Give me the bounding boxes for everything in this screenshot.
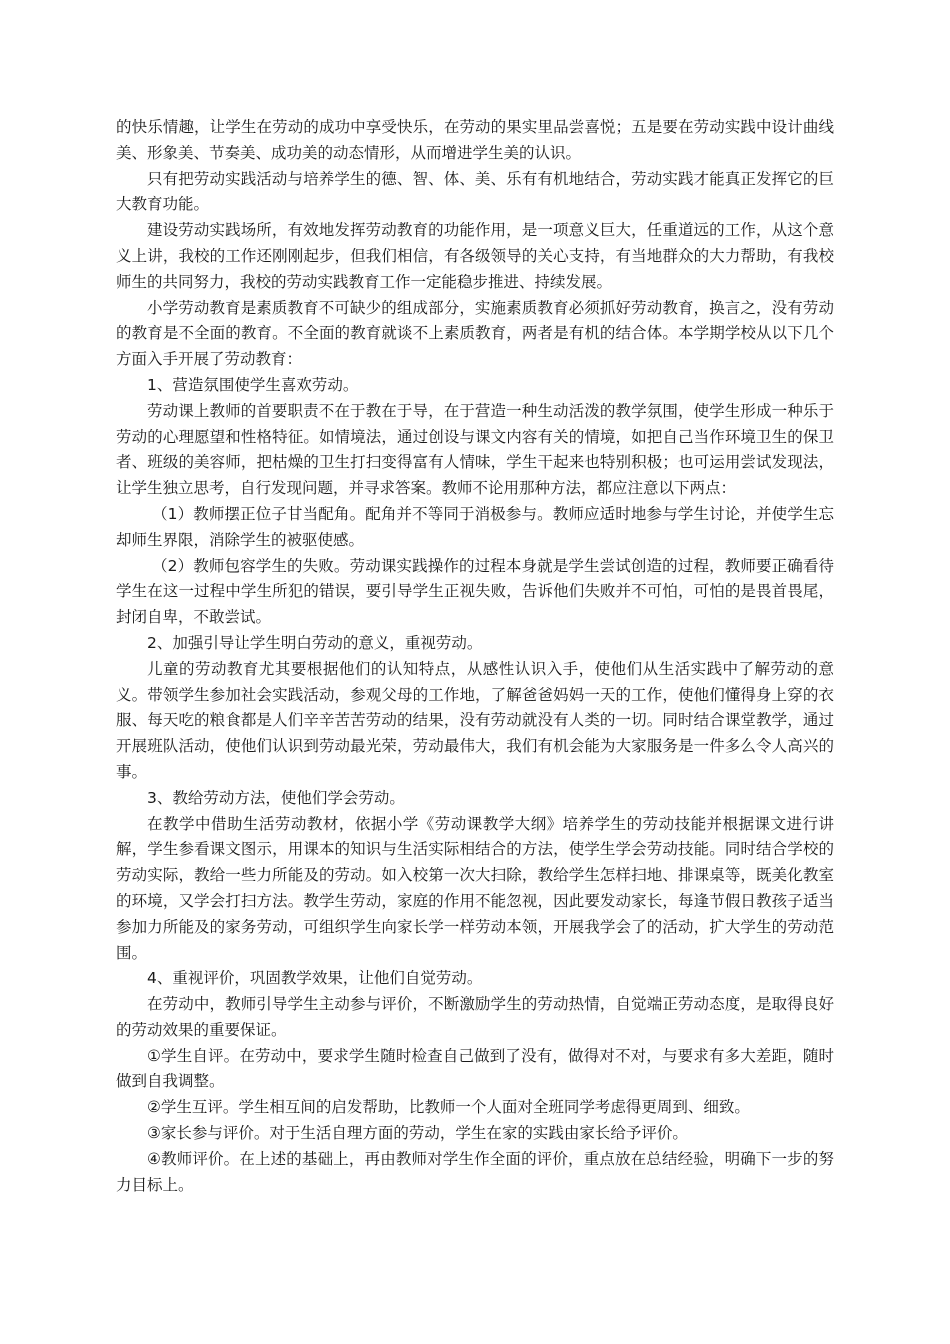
section-heading-1: 1、营造氛围使学生喜欢劳动。: [147, 375, 359, 394]
section-heading-4: 4、重视评价，巩固教学效果，让他们自觉劳动。: [147, 969, 483, 988]
paragraph: 劳动课上教师的首要职责不在于教在于导，在于营造一种生动活泼的教学氛围，使学生形成一种乐于劳动的心理愿望和性格特征。如情境法，通过创设与课文内容有关的情境，如把自己当作环境卫生的保卫者、班级的美容师，把枯燥的卫生打扫变得富有人情味，学生干起来也特别积极；也可运用尝试发现法，让学生独立思考，自行发现问题，并寻求答案。教师不论用那种方法，都应注意以下两点：: [116, 401, 834, 498]
document-body: [116, 115, 834, 1198]
section-heading-2: 2、加强引导让学生明白劳动的意义，重视劳动。: [147, 633, 483, 652]
evaluation-item-1: ①学生自评。在劳动中，要求学生随时检查自己做到了没有，做得对不对，与要求有多大差距，随时做到自我调整。: [116, 1046, 834, 1091]
evaluation-item-4: ④教师评价。在上述的基础上，再由教师对学生作全面的评价，重点放在总结经验，明确下一步的努力目标上。: [116, 1149, 834, 1194]
paragraph: 只有把劳动实践活动与培养学生的德、智、体、美、乐有有机地结合，劳动实践才能真正发挥它的巨大教育功能。: [116, 169, 834, 214]
paragraph: 在教学中借助生活劳动教材，依据小学《劳动课教学大纲》培养学生的劳动技能并根据课文进行讲解，学生参看课文图示，用课本的知识与生活实际相结合的方法，使学生学会劳动技能。同时结合学校的劳动实际，教给一些力所能及的劳动。如入校第一次大扫除，教给学生怎样扫地、排课桌等，既美化教室的环境，又学会打扫方法。教学生劳动，家庭的作用不能忽视，因此要发动家长，每逢节假日教孩子适当参加力所能及的家务劳动，可组织学生向家长学一样劳动本领，开展我学会了的活动，扩大学生的劳动范围。: [116, 814, 834, 962]
paragraph: 小学劳动教育是素质教育不可缺少的组成部分，实施素质教育必须抓好劳动教育，换言之，没有劳动的教育是不全面的教育。不全面的教育就谈不上素质教育，两者是有机的结合体。本学期学校从以下几个方面入手开展了劳动教育：: [116, 298, 834, 369]
paragraph: 儿童的劳动教育尤其要根据他们的认知特点，从感性认识入手，使他们从生活实践中了解劳动的意义。带领学生参加社会实践活动，参观父母的工作地，了解爸爸妈妈一天的工作，使他们懂得身上穿的衣服、每天吃的粮食都是人们辛辛苦苦劳动的结果，没有劳动就没有人类的一切。同时结合课堂教学，通过开展班队活动，使他们认识到劳动最光荣，劳动最伟大，我们有机会能为大家服务是一件多么令人高兴的事。: [116, 659, 834, 781]
list-item-1: （1）教师摆正位子甘当配角。配角并不等同于消极参与。教师应适时地参与学生讨论，并使学生忘却师生界限，消除学生的被驱使感。: [116, 504, 834, 549]
evaluation-item-3: ③家长参与评价。对于生活自理方面的劳动，学生在家的实践由家长给予评价。: [147, 1124, 688, 1143]
section-heading-3: 3、教给劳动方法，使他们学会劳动。: [147, 788, 405, 807]
paragraph: 建设劳动实践场所，有效地发挥劳动教育的功能作用，是一项意义巨大，任重道远的工作，从这个意义上讲，我校的工作还刚刚起步，但我们相信，有各级领导的关心支持，有当地群众的大力帮助，有我校师生的共同努力，我校的劳动实践教育工作一定能稳步推进、持续发展。: [116, 221, 834, 291]
evaluation-item-2: ②学生互评。学生相互间的启发帮助，比教师一个人面对全班同学考虑得更周到、细致。: [147, 1098, 750, 1117]
list-item-2: （2）教师包容学生的失败。劳动课实践操作的过程本身就是学生尝试创造的过程，教师要正确看待学生在这一过程中学生所犯的错误，要引导学生正视失败，告诉他们失败并不可怕，可怕的是畏首畏尾，封闭自卑，不敢尝试。: [116, 556, 834, 627]
paragraph-continuation: 的快乐情趣，让学生在劳动的成功中享受快乐，在劳动的果实里品尝喜悦；五是要在劳动实践中设计曲线美、形象美、节奏美、成功美的动态情形，从而增进学生美的认识。: [116, 118, 834, 162]
paragraph: 在劳动中，教师引导学生主动参与评价，不断激励学生的劳动热情，自觉端正劳动态度，是取得良好的劳动效果的重要保证。: [116, 995, 834, 1039]
